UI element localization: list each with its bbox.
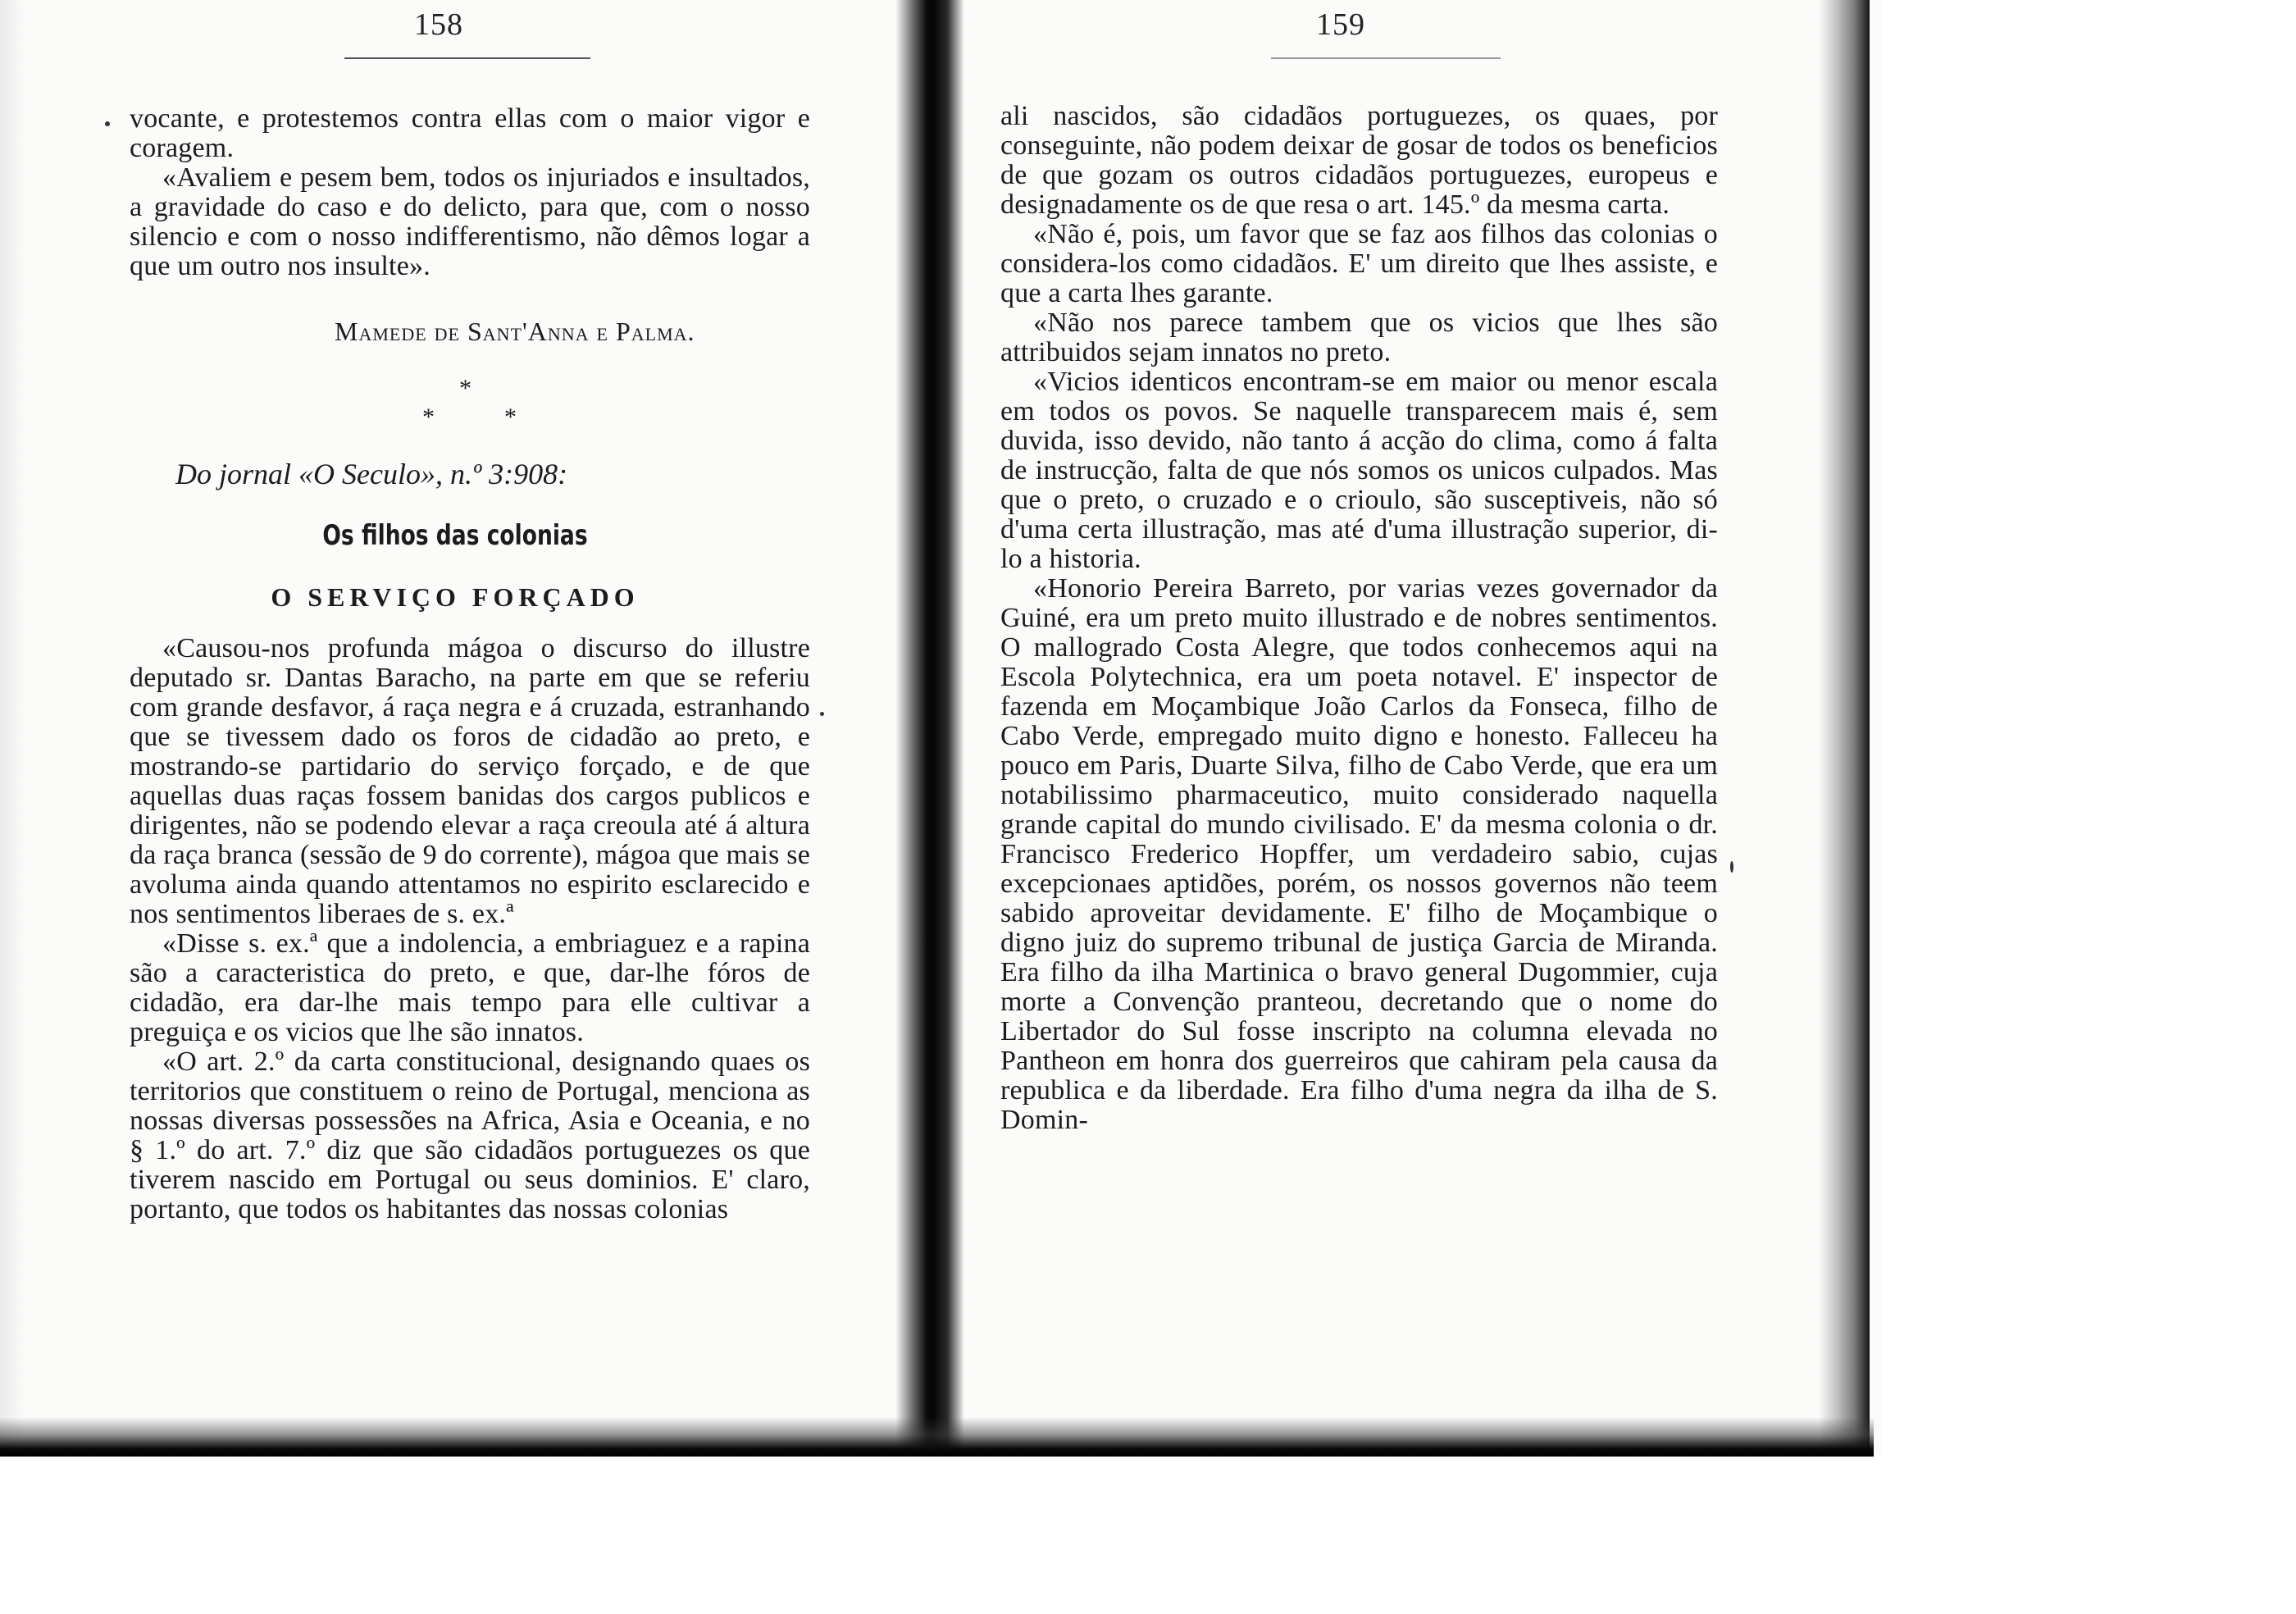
- paragraph: vocante, e protestemos contra ellas com o maior vigor e coragem.: [130, 103, 810, 163]
- scan-speck: [820, 712, 824, 716]
- author-signature: Mamede de Sant'Anna e Palma.: [335, 317, 695, 346]
- paragraph: «Não é, pois, um favor que se faz aos filhos das colonias o considera-los como cidadãos. E' um direito que lhes assiste, e que a carta lhes garante.: [1000, 219, 1718, 308]
- paragraph: «Avaliem e pesem bem, todos os injuriados e insultados, a gravidade do caso e do delicto, para que, com o nosso silencio e com o nosso indifferentismo, não dêmos logar a que um outro nos insulte».: [130, 162, 810, 281]
- right-page: [943, 0, 1861, 1456]
- closing-text-block: [130, 104, 810, 281]
- article-body-right: [1000, 102, 1718, 1135]
- left-page: [0, 0, 910, 1456]
- right-page-edge-shadow: [1819, 0, 1870, 1456]
- section-divider-asterisk: *: [504, 404, 517, 431]
- page-number-left: 158: [414, 7, 463, 42]
- page-number-right: 159: [1316, 7, 1365, 42]
- scan-speck: [1730, 861, 1733, 873]
- article-subtitle: O SERVIÇO FORÇADO: [271, 582, 640, 612]
- article-body-left: [130, 634, 810, 1224]
- paragraph: «O art. 2.º da carta constitucional, designando quaes os territorios que constituem o reino de Portugal, menciona as nossas diversas possessões na Africa, Asia e Oceania, e no § 1.º do art. 7.º diz que são cidadãos portuguezes os que tiverem nascido em Portugal ou seus dominios. E' claro, portanto, que todos os habitantes das nossas colonias: [130, 1046, 810, 1224]
- scan-speck: [105, 121, 110, 126]
- header-rule-right: [1271, 57, 1501, 59]
- paragraph: «Honorio Pereira Barreto, por varias vezes governador da Guiné, era um preto muito illustrado e de nobres sentimentos. O mallogrado Costa Alegre, que todos conhecemos aqui na Escola Polytechnica, era um poeta notavel. E' inspector de fazenda em Moçambique João Carlos da Fonseca, filho de Cabo Verde, empregado muito digno e honesto. Falleceu ha pouco em Paris, Duarte Silva, filho de Cabo Verde, que era um notabilissimo pharmaceutico, muito considerado naquella grande capital do mundo civilisado. E' da mesma colonia o dr. Francisco Frederico Hopffer, um verdadeiro sabio, cujas excepcionaes aptidões, porém, os nossos governos não teem sabido aproveitar devidamente. E' filho de Moçambique o digno juiz do supremo tribunal de justiça Garcia de Miranda. Era filho da ilha Martinica o bravo general Dugommier, cuja morte a Convenção pranteou, decretando que o nome do Libertador do Sul fosse inscripto na columna elevada no Pantheon em honra dos guerreiros que cahiram pela causa da republica e da liberdade. Era filho d'uma negra da ilha de S. Domin-: [1000, 573, 1718, 1135]
- article-title: Os filhos das colonias: [322, 519, 588, 552]
- paragraph: «Disse s. ex.ª que a indolencia, a embriaguez e a rapina são a caracteristica do preto, e que, dar-lhe fóros de cidadão, era dar-lhe mais tempo para elle cultivar a preguiça e os vicios que lhe são innatos.: [130, 928, 810, 1047]
- paragraph: «Causou-nos profunda mágoa o discurso do illustre deputado sr. Dantas Baracho, na parte em que se referiu com grande desfavor, á raça negra e á cruzada, estranhando que se tivessem dado os foros de cidadão ao preto, e mostrando-se partidario do serviço forçado, e de que aquellas duas raças fossem banidas dos cargos publicos e dirigentes, não se podendo elevar a raça creoula até á altura da raça branca (sessão de 9 do corrente), mágoa que mais se avoluma ainda quando attentamos no espirito esclarecido e nos sentimentos liberaes de s. ex.ª: [130, 633, 810, 929]
- bottom-page-edge-shadow: [0, 1417, 1874, 1457]
- section-divider-asterisk: *: [422, 404, 435, 431]
- book-gutter-shadow: [895, 0, 964, 1448]
- paragraph: «Não nos parece tambem que os vicios que lhes são attribuidos sejam innatos no preto.: [1000, 308, 1718, 367]
- section-divider-asterisk: *: [459, 375, 472, 402]
- header-rule-left: [344, 57, 590, 59]
- source-citation: Do jornal «O Seculo», n.º 3:908:: [175, 458, 568, 490]
- paragraph: «Vicios identicos encontram-se em maior ou menor escala em todos os povos. Se naquelle transparecem mais é, sem duvida, isso devido, não tanto á acção do clima, como á falta de instrucção, falta de que nós somos os unicos culpados. Mas que o preto, o cruzado e o crioulo, são susceptiveis, não só d'uma certa illustração, mas até d'uma illustração superior, di-lo a historia.: [1000, 367, 1718, 574]
- paragraph: ali nascidos, são cidadãos portuguezes, os quaes, por conseguinte, não podem deixar de gosar de todos os beneficios de que gozam os outros cidadãos portuguezes, europeus e designadamente os de que resa o art. 145.º da mesma carta.: [1000, 101, 1718, 220]
